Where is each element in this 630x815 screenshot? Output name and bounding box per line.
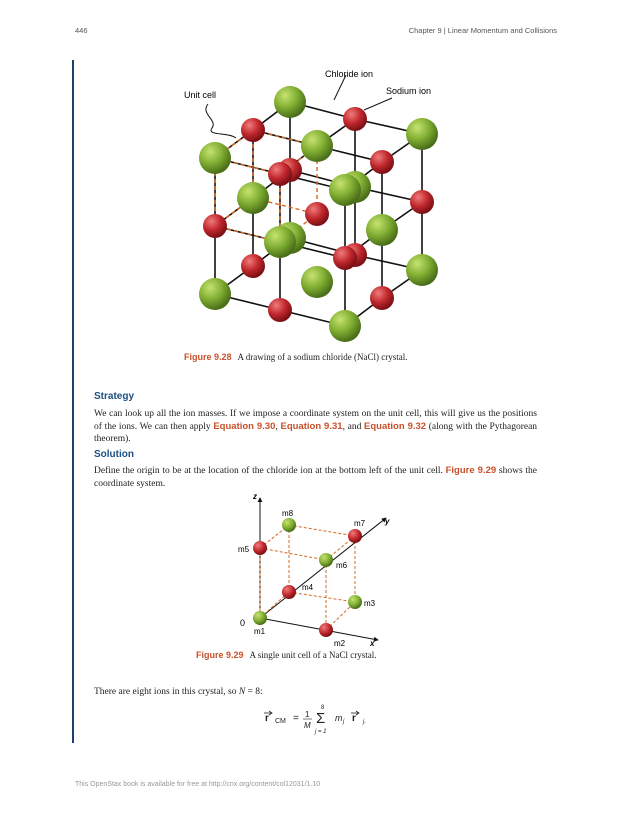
page-footer: This OpenStax book is available for free at http://cnx.org/content/col12031/1.10 (75, 781, 321, 788)
strategy-paragraph: We can look up all the ion masses. If we impose a coordinate system on the unit cell, this will give us the positions of the ions. We can then apply Equation 9.30, Equation 9.31, and Equation 9.32 (along with the Pythagorean theorem). (94, 409, 538, 444)
nacl-crystal-figure (170, 62, 460, 352)
mass-term: m (335, 713, 343, 723)
page-number: 446 (75, 26, 88, 35)
sum-lower-limit: j = 1 (315, 729, 327, 735)
cell-edges (260, 525, 355, 630)
label-m5: m5 (238, 545, 250, 554)
origin-label: 0 (240, 618, 246, 628)
label-m3: m3 (364, 599, 376, 608)
figure-9-29-caption: Figure 9.29 A single unit cell of a NaCl crystal. (196, 650, 377, 660)
equation-9-32-link[interactable]: Equation 9.32 (364, 420, 427, 432)
figure-9-28-caption: Figure 9.28 A drawing of a sodium chloride (NaCl) crystal. (184, 352, 408, 362)
fraction-numerator: 1 (305, 710, 310, 719)
label-m8: m8 (282, 509, 294, 518)
solution-heading: Solution (94, 449, 134, 460)
strategy-heading: Strategy (94, 391, 135, 402)
axis-y-label: y (385, 517, 390, 526)
vector-r-j: r (352, 713, 356, 724)
solution-paragraph: Define the origin to be at the location of the chloride ion at the bottom left of the unit cell. Figure 9.29 shows the coordinate system. (94, 465, 537, 489)
label-m1: m1 (254, 627, 266, 636)
label-m2: m2 (334, 639, 346, 648)
equation-9-31-link[interactable]: Equation 9.31 (280, 420, 343, 432)
label-m4: m4 (302, 583, 314, 592)
label-chloride-ion: Chloride ion (325, 69, 374, 79)
unit-cell-ions (253, 518, 362, 637)
ions-count-text: There are eight ions in this crystal, so N = 8: (94, 687, 263, 697)
mass-subscript: j (343, 719, 345, 725)
sum-sign: Σ (316, 710, 326, 727)
vector-subscript: j. (363, 719, 366, 725)
center-of-mass-formula (262, 702, 402, 738)
label-unit-cell: Unit cell (184, 90, 217, 100)
equation-9-30-link[interactable]: Equation 9.30 (213, 420, 276, 432)
axis-z-label: z (253, 492, 257, 501)
vector-r: r (265, 713, 269, 724)
label-m6: m6 (336, 561, 348, 570)
figure-9-29-link[interactable]: Figure 9.29 (445, 465, 497, 476)
chapter-title: Chapter 9 | Linear Momentum and Collisions (408, 26, 557, 35)
axis-x-label: x (370, 639, 375, 648)
label-m7: m7 (354, 519, 366, 528)
axes (260, 498, 386, 640)
subscript-cm: CM (275, 718, 286, 725)
label-sodium-ion: Sodium ion (386, 86, 432, 96)
fraction-denominator: M (304, 721, 311, 730)
ion-spheres (199, 86, 438, 342)
unit-cell-coordinate-figure (228, 490, 398, 650)
equals-sign: = (293, 713, 299, 724)
sum-upper-limit: 8 (321, 705, 325, 711)
example-side-bar (72, 60, 74, 743)
